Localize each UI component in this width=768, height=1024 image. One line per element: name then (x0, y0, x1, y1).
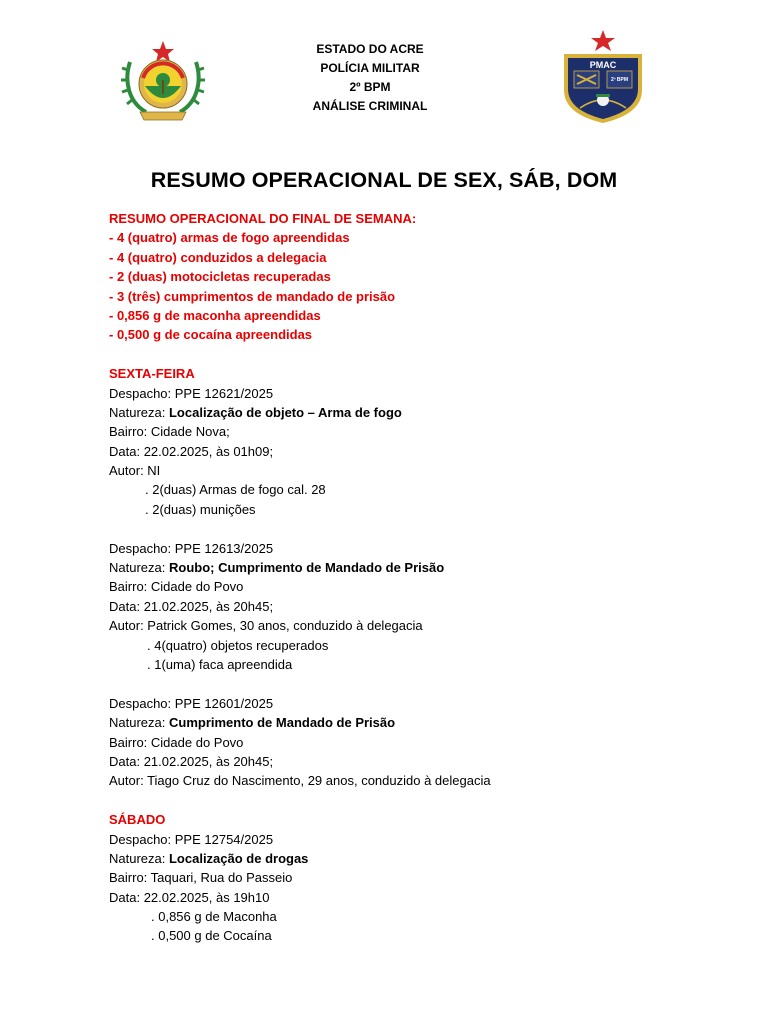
record-data (109, 442, 729, 461)
document-title: RESUMO OPERACIONAL DE SEX, SÁB, DOM (150, 168, 618, 192)
field-label: Data: (109, 889, 144, 905)
record-despacho (109, 830, 729, 849)
record-natureza (109, 713, 729, 732)
field-label: Bairro: (109, 734, 151, 750)
field-value: 22.02.2025, às 01h09; (143, 443, 274, 459)
summary-item: - 3 (três) cumprimentos de mandado de prisão (109, 288, 396, 304)
field-value: Cidade do Povo (150, 734, 244, 750)
record-autor (109, 461, 729, 480)
field-label: Despacho: (109, 831, 175, 847)
field-value: Cumprimento de Mandado de Prisão (168, 715, 396, 731)
header-text-block (250, 40, 490, 116)
field-label: Natureza: (109, 404, 169, 420)
section-heading-friday: SEXTA-FEIRA (109, 366, 195, 382)
record-despacho (109, 384, 729, 403)
record-autor (109, 771, 729, 790)
field-label: Autor: (109, 618, 148, 634)
record-item: . 2(duas) Armas de fogo cal. 28 (145, 482, 326, 498)
field-value: 22.02.2025, às 19h10 (143, 889, 270, 905)
red-star-icon (591, 30, 615, 51)
field-value: 21.02.2025, às 20h45; (143, 598, 274, 614)
svg-text:2º BPM: 2º BPM (610, 77, 629, 83)
field-label: Bairro: (109, 579, 151, 595)
record-item: . 2(duas) munições (145, 501, 256, 517)
record-natureza (109, 403, 729, 422)
summary-item: - 2 (duas) motocicletas recuperadas (109, 269, 331, 285)
field-label: Natureza: (109, 560, 169, 576)
report-body (109, 209, 729, 946)
field-value: PPE 12601/2025 (174, 695, 274, 711)
record-item: . 0,856 g de Maconha (151, 909, 277, 925)
record-item: . 4(quatro) objetos recuperados (147, 637, 329, 653)
field-label: Data: (109, 753, 144, 769)
field-value: Roubo; Cumprimento de Mandado de Prisão (168, 560, 445, 576)
field-label: Despacho: (109, 385, 175, 401)
field-value: 21.02.2025, às 20h45; (143, 753, 274, 769)
field-value: NI (147, 463, 161, 479)
record-despacho (109, 539, 729, 558)
section-heading-saturday: SÁBADO (109, 812, 166, 828)
header-line-state: ESTADO DO ACRE (316, 42, 424, 56)
field-label: Despacho: (109, 695, 175, 711)
field-value: Localização de drogas (168, 850, 309, 866)
summary-item: - 0,856 g de maconha apreendidas (109, 307, 321, 323)
record-bairro (109, 422, 729, 441)
summary-heading: RESUMO OPERACIONAL DO FINAL DE SEMANA: (109, 211, 417, 226)
field-label: Bairro: (109, 424, 151, 440)
field-label: Bairro: (109, 870, 151, 886)
field-value: Localização de objeto – Arma de fogo (168, 404, 402, 420)
record-autor (109, 616, 729, 635)
record-natureza (109, 849, 729, 868)
record-bairro (109, 577, 729, 596)
red-star-icon (152, 41, 174, 62)
field-value: PPE 12613/2025 (174, 540, 274, 556)
summary-item: - 4 (quatro) conduzidos a delegacia (109, 249, 327, 265)
record-despacho (109, 694, 729, 713)
field-value: Patrick Gomes, 30 anos, conduzido à delegacia (147, 618, 423, 634)
record-bairro (109, 733, 729, 752)
record-data (109, 888, 729, 907)
svg-text:PMAC: PMAC (589, 60, 617, 70)
header-line-department: ANÁLISE CRIMINAL (312, 99, 428, 113)
field-value: Cidade do Povo (150, 579, 244, 595)
record-bairro (109, 868, 729, 887)
record-data (109, 597, 729, 616)
field-label: Natureza: (109, 715, 169, 731)
field-value: PPE 12621/2025 (174, 385, 274, 401)
record-natureza (109, 558, 729, 577)
acre-coat-of-arms-logo (118, 40, 208, 122)
field-value: Taquari, Rua do Passeio (150, 870, 293, 886)
field-label: Autor: (109, 773, 148, 789)
field-value: Tiago Cruz do Nascimento, 29 anos, conduzido à delegacia (147, 773, 491, 789)
header-line-police: POLÍCIA MILITAR (320, 61, 420, 75)
pmac-shield-logo (560, 28, 646, 124)
field-label: Natureza: (109, 850, 169, 866)
field-label: Autor: (109, 463, 148, 479)
field-value: PPE 12754/2025 (174, 831, 274, 847)
field-label: Data: (109, 598, 144, 614)
summary-item: - 4 (quatro) armas de fogo apreendidas (109, 230, 350, 246)
field-value: Cidade Nova; (150, 424, 230, 440)
record-data (109, 752, 729, 771)
field-label: Despacho: (109, 540, 175, 556)
record-item: . 0,500 g de Cocaína (151, 928, 272, 944)
field-label: Data: (109, 443, 144, 459)
record-item: . 1(uma) faca apreendida (147, 656, 293, 672)
summary-item: - 0,500 g de cocaína apreendidas (109, 327, 313, 343)
header-line-battalion: 2º BPM (349, 80, 391, 94)
